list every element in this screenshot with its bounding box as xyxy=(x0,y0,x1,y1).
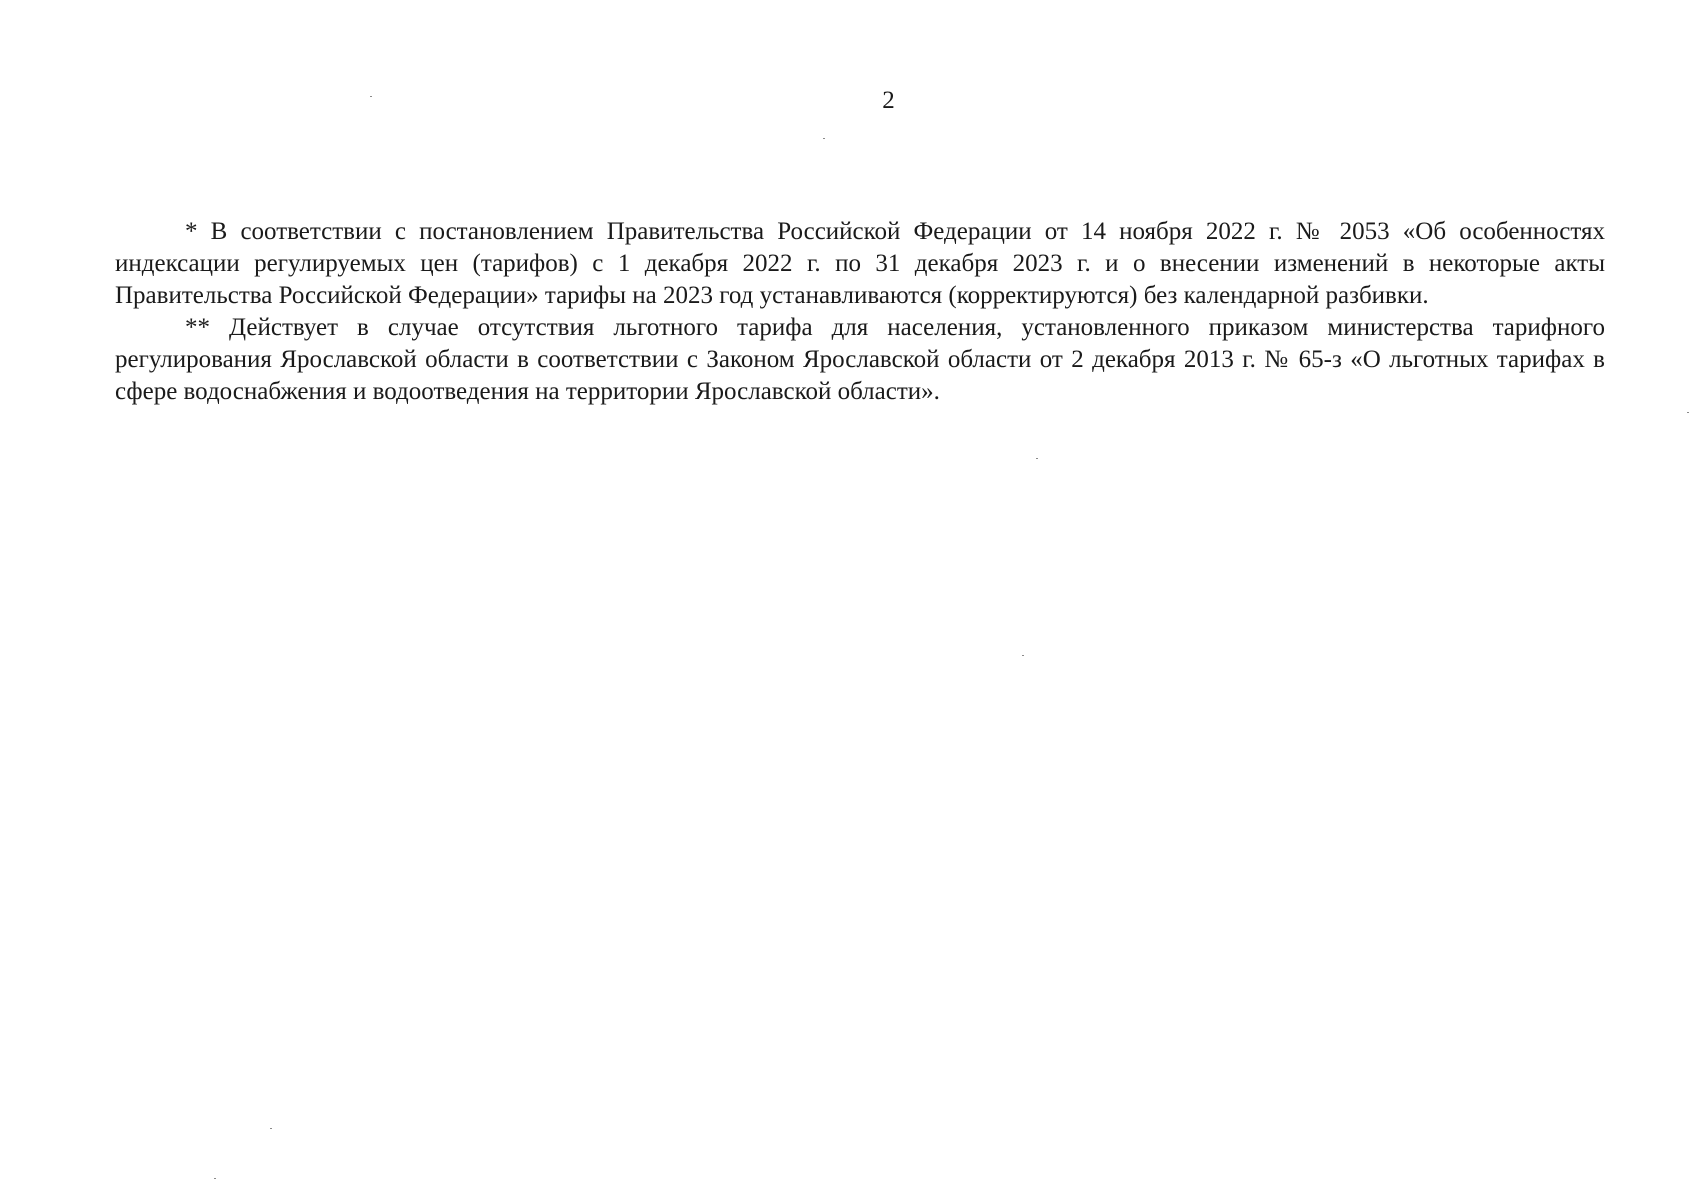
scan-speck xyxy=(823,138,825,139)
footnote-marker: * xyxy=(185,218,198,245)
scan-speck xyxy=(214,1178,216,1179)
footnote-marker: ** xyxy=(185,314,210,341)
scan-speck xyxy=(270,1128,272,1129)
scan-speck xyxy=(1687,412,1689,413)
footnote-2 xyxy=(115,312,1605,408)
footnote-text: В соответствии с постановлением Правительства Российской Федерации от 14 ноября 2022 г. № 2053 «Об особенностях индексации регулируемых цен (тарифов) с 1 декабря 2022 г. по 31 декабря 2023 г. и о внесении изменений в некоторые акты Правительства Российской Федерации» тарифы на 2023 год устанавливаются (корректируются) без календарной разбивки. xyxy=(115,218,1605,309)
scan-speck xyxy=(370,96,372,97)
footnote-1 xyxy=(115,216,1605,312)
scan-speck xyxy=(1022,655,1024,656)
footnote-text: Действует в случае отсутствия льготного тарифа для населения, установленного приказом министерства тарифного регулирования Ярославской области в соответствии с Законом Ярославской области от 2 декабря 2013 г. № 65-з «О льготных тарифах в сфере водоснабжения и водоотведения на территории Ярославской области». xyxy=(115,314,1605,405)
footnotes xyxy=(115,216,1605,408)
scan-speck xyxy=(1036,458,1038,459)
page-number: 2 xyxy=(882,87,895,114)
